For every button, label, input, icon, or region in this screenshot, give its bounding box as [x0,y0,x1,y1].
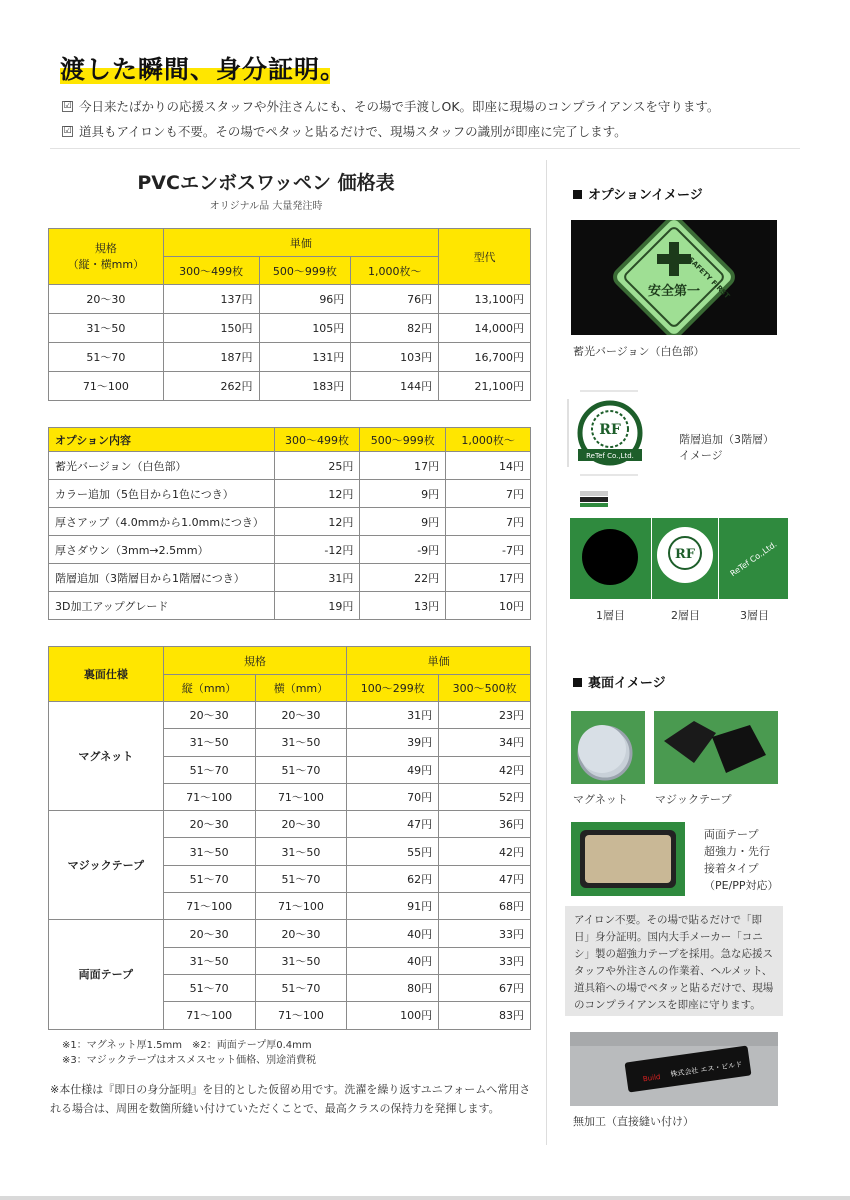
logo-text: ReTef Co.,Ltd. [728,539,779,579]
price-cell: 40円 [347,947,439,974]
square-bullet-icon [573,190,582,199]
height-cell: 31〜50 [163,729,255,756]
price-cell: 42円 [439,756,531,783]
price-cell: 55円 [347,838,439,865]
logo-text: ReTef Co.,Ltd. [586,452,634,460]
velcro-image [654,711,778,784]
size-cell: 31〜50 [49,314,164,343]
table-row [49,920,531,947]
footnote: ※本仕様は『即日の身分証明』を目的とした仮留め用です。洗濯を繰り返すユニフォームへ常用される場合は、周囲を数箇所縫い付けていただくことで、最高クラスの保持力を発揮します。 [50,1083,531,1115]
width-cell: 31〜50 [255,947,347,974]
width-cell: 20〜30 [255,702,347,729]
price-cell: 96円 [259,285,351,314]
price-cell: 67円 [439,974,531,1001]
bullet-item [62,97,719,115]
price-cell: 82円 [351,314,439,343]
height-cell: 71〜100 [163,893,255,920]
price-cell: 31円 [347,702,439,729]
spec-header: 規格 [163,647,347,675]
sewn-image [570,1032,778,1106]
table-row [49,343,531,372]
width-cell: 71〜100 [255,893,347,920]
logo-letters: RF [599,422,621,438]
height-cell: 71〜100 [163,783,255,810]
width-cell: 20〜30 [255,920,347,947]
back-spec-table [48,646,531,1030]
tape-image [571,822,685,896]
price-cell: 31円 [274,564,360,592]
price-cell: -12円 [274,536,360,564]
price-cell: 103円 [351,343,439,372]
price-cell: 13円 [360,592,446,620]
mold-cell: 21,100円 [439,372,531,401]
table-row [49,480,531,508]
price-cell: 12円 [274,508,360,536]
price-cell: 83円 [439,1002,531,1029]
price-table-subtitle: オリジナル品 大量発注時 [209,201,323,212]
note-line: ※1：マグネット厚1.5mm ※2：両面テープ厚0.4mm [62,1040,312,1051]
price-cell: 39円 [347,729,439,756]
option-name: 厚さダウン（3mm→2.5mm） [49,536,275,564]
width-cell: 31〜50 [255,729,347,756]
qty-header: 1,000枚〜 [351,257,439,285]
price-cell: 12円 [274,480,360,508]
table-row [49,372,531,401]
price-cell: 23円 [439,702,531,729]
heading-text: 裏面イメージ [588,676,666,691]
width-cell: 20〜30 [255,811,347,838]
option-images-heading [573,184,703,203]
height-cell: 51〜70 [163,865,255,892]
price-cell: 33円 [439,920,531,947]
price-cell: 10円 [446,592,531,620]
price-cell: 70円 [347,783,439,810]
width-cell: 51〜70 [255,756,347,783]
price-cell: 52円 [439,783,531,810]
qty-header: 500〜999枚 [259,257,351,285]
back-spec-header: 裏面仕様 [49,647,164,702]
option-name: 3D加工アップグレード [49,592,275,620]
bullet-text: 道具もアイロンも不要。その場でペタッと貼るだけで、現場スタッフの識別が即座に完了します。 [79,124,627,139]
price-cell: 36円 [439,811,531,838]
bullet-item [62,122,719,140]
glow-badge-top-text: SAFETY FIRST [686,255,732,301]
magnet-caption: マグネット [573,793,628,806]
price-cell: 9円 [360,480,446,508]
height-cell: 71〜100 [163,1002,255,1029]
table-row [49,452,531,480]
price-cell: 91円 [347,893,439,920]
glow-patch-image [571,220,777,335]
velcro-caption: マジックテープ [655,793,732,806]
sewn-caption: 無加工（直接縫い付け） [573,1115,694,1128]
option-name: 厚さアップ（4.0mmから1.0mmにつき） [49,508,275,536]
size-cell: 20〜30 [49,285,164,314]
table-row [49,702,531,729]
price-cell: 49円 [347,756,439,783]
note-line: ※3：マジックテープはオスメスセット価格、別途消費税 [62,1055,317,1066]
qty-header: 300〜499枚 [163,257,259,285]
layer-caption: 階層追加（3階層） イメージ [679,433,774,462]
height-cell: 20〜30 [163,702,255,729]
price-cell: 76円 [351,285,439,314]
price-cell: 22円 [360,564,446,592]
divider [50,148,800,149]
sewn-badge-logo: Build [642,1072,661,1084]
layer-label-3: 3層目 [740,609,769,622]
bottom-bar [0,1196,850,1200]
option-name: 階層追加（3階層目から1階層につき） [49,564,275,592]
bullet-text: 今日来たばかりの応援スタッフや外注さんにも、その場で手渡しOK。即座に現場のコンプライアンスを守ります。 [79,99,720,114]
table-notes [62,1038,316,1068]
height-cell: 20〜30 [163,811,255,838]
table-row [49,592,531,620]
option-name: 蓄光バージョン（白色部） [49,452,275,480]
price-cell: 62円 [347,865,439,892]
back-type-cell: マジックテープ [49,811,164,920]
bullet-list [62,97,719,147]
price-cell: 131円 [259,343,351,372]
layer-stages-image [570,491,788,599]
price-cell: 150円 [163,314,259,343]
price-cell: -7円 [446,536,531,564]
price-cell: 105円 [259,314,351,343]
height-cell: 51〜70 [163,974,255,1001]
price-cell: 9円 [360,508,446,536]
back-images-heading [573,672,666,691]
back-description: アイロン不要。その場で貼るだけで「即日」身分証明。国内大手メーカー「コニシ」製の超強力テープを採用。急な応援スタッフや外注さんの作業着、ヘルメット、道具箱への場でペタッと貼るだけで、現場のコンプライアンスを即座に守ります。 [565,906,783,1016]
price-cell: 25円 [274,452,360,480]
qty-header: 300〜500枚 [439,675,531,702]
mold-cell: 16,700円 [439,343,531,372]
price-cell: 68円 [439,893,531,920]
size-cell: 71〜100 [49,372,164,401]
price-cell: -9円 [360,536,446,564]
checkbox-icon: ☑ [63,100,72,111]
height-cell: 51〜70 [163,756,255,783]
width-cell: 31〜50 [255,838,347,865]
unit-price-header: 単価 [163,229,438,257]
mold-cell: 13,100円 [439,285,531,314]
price-cell: 17円 [446,564,531,592]
table-row [49,285,531,314]
qty-header: 1,000枚〜 [446,428,531,452]
option-table [48,427,531,620]
glow-caption: 蓄光バージョン（白色部） [573,345,705,358]
price-cell: 137円 [163,285,259,314]
qty-header: 100〜299枚 [347,675,439,702]
qty-header: 500〜999枚 [360,428,446,452]
unit-price-header: 単価 [347,647,531,675]
price-cell: 262円 [163,372,259,401]
price-cell: 144円 [351,372,439,401]
price-cell: 100円 [347,1002,439,1029]
option-header: オプション内容 [49,428,275,452]
back-type-cell: マグネット [49,702,164,811]
option-name: カラー追加（5色目から1色につき） [49,480,275,508]
mold-header: 型代 [439,229,531,285]
price-table [48,228,531,401]
height-header: 縦（mm） [163,675,255,702]
layer-diagram-image [560,385,668,485]
mold-cell: 14,000円 [439,314,531,343]
price-cell: 47円 [347,811,439,838]
price-cell: 183円 [259,372,351,401]
logo-letters: RF [674,547,696,562]
price-cell: 34円 [439,729,531,756]
price-cell: 14円 [446,452,531,480]
price-cell: 80円 [347,974,439,1001]
width-cell: 71〜100 [255,783,347,810]
price-cell: 187円 [163,343,259,372]
price-cell: 19円 [274,592,360,620]
price-cell: 40円 [347,920,439,947]
width-cell: 71〜100 [255,1002,347,1029]
heading-text: オプションイメージ [588,188,703,203]
height-cell: 31〜50 [163,947,255,974]
width-header: 横（mm） [255,675,347,702]
checkbox-icon: ☑ [63,125,72,136]
glow-badge-text: 安全第一 [647,284,701,299]
back-type-cell: 両面テープ [49,920,164,1029]
page-title: 渡した瞬間、身分証明。 [60,55,347,84]
price-cell: 33円 [439,947,531,974]
tape-caption: 両面テープ 超強力・先行 接着タイプ （PE/PP対応） [704,828,779,892]
layer-label-2: 2層目 [671,609,700,622]
magnet-image [571,711,645,784]
height-cell: 20〜30 [163,920,255,947]
layer-label-1: 1層目 [596,609,625,622]
price-cell: 7円 [446,508,531,536]
price-cell: 7円 [446,480,531,508]
table-row [49,536,531,564]
table-row [49,508,531,536]
width-cell: 51〜70 [255,865,347,892]
price-cell: 47円 [439,865,531,892]
spec-header: 規格 （縦・横mm） [49,229,164,285]
table-row [49,811,531,838]
column-divider [546,160,547,1145]
sewn-badge-text: 株式会社 エス・ビルド [670,1060,743,1079]
price-cell: 17円 [360,452,446,480]
square-bullet-icon [573,678,582,687]
width-cell: 51〜70 [255,974,347,1001]
price-table-title: PVCエンボスワッペン 価格表 [137,172,395,194]
qty-header: 300〜499枚 [274,428,360,452]
height-cell: 31〜50 [163,838,255,865]
table-row [49,564,531,592]
size-cell: 51〜70 [49,343,164,372]
table-row [49,314,531,343]
headline-wrap [60,50,346,90]
price-cell: 42円 [439,838,531,865]
